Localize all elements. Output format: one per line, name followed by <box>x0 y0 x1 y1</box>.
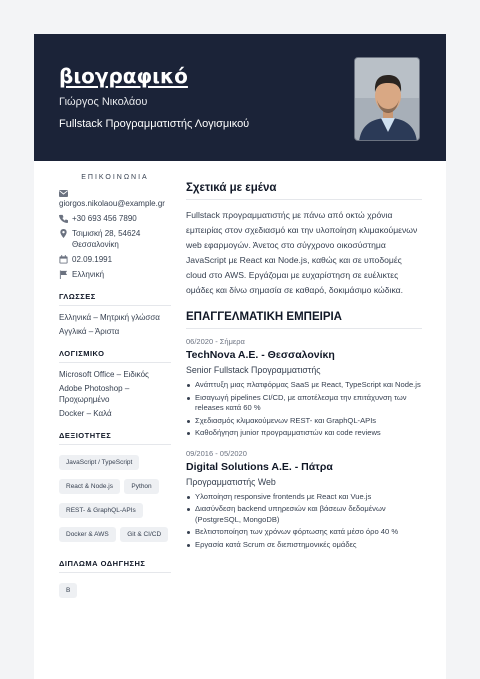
person-name: Γιώργος Νικολάου <box>59 96 148 108</box>
skill-tag: Docker & AWS <box>59 527 116 542</box>
email-icon <box>59 190 68 197</box>
skill-tags <box>59 451 171 547</box>
language-item: Ελληνικά – Μητρική γλώσσα <box>59 313 160 322</box>
sidebar <box>59 174 171 603</box>
skills-heading: ΔΕΞΙΟΤΗΤΕΣ <box>59 431 171 445</box>
nationality-row <box>59 269 171 280</box>
about-heading: Σχετικά με εμένα <box>186 182 422 200</box>
birthdate-row <box>59 254 171 265</box>
software-item: Microsoft Office – Ειδικός <box>59 370 149 379</box>
job-bullets <box>186 492 422 551</box>
language-item: Αγγλικά – Άριστα <box>59 327 120 336</box>
skill-tag: REST- & GraphQL-APIs <box>59 503 143 518</box>
calendar-icon <box>59 255 68 264</box>
resume-page <box>34 34 446 679</box>
main-content <box>186 182 422 560</box>
job-bullets <box>186 380 422 439</box>
resume-header <box>34 34 446 161</box>
profile-photo <box>354 57 420 141</box>
job-company: TechNova A.E. - Θεσσαλονίκη <box>186 349 335 361</box>
license-heading: ΔΙΠΛΩΜΑ ΟΔΗΓΗΣΗΣ <box>59 559 171 573</box>
birthdate-text: 02.09.1991 <box>72 255 113 264</box>
email-link[interactable]: giorgos.nikolaou@example.gr <box>59 199 165 208</box>
person-role: Fullstack Προγραμματιστής Λογισμικού <box>59 118 250 130</box>
experience-heading: ΕΠΑΓΓΕΛΜΑΤΙΚΗ ΕΜΠΕΙΡΙΑ <box>186 311 422 329</box>
job-bullet: Σχεδιασμός κλιμακούμενων REST- και GraphQL-APIs <box>186 416 422 427</box>
job-role: Senior Fullstack Προγραμματιστής <box>186 365 321 375</box>
phone-number[interactable]: +30 693 456 7890 <box>72 214 137 223</box>
software-item: Adobe Photoshop – Προχωρημένο <box>59 384 130 404</box>
job-bullet: Διασύνδεση backend υπηρεσιών και βάσεων δεδομένων (PostgreSQL, MongoDB) <box>186 504 422 525</box>
job-entry <box>186 449 422 551</box>
job-bullet: Εργασία κατά Scrum σε διεπιστημονικές ομάδες <box>186 540 422 551</box>
job-bullet: Ανάπτυξη μιας πλατφόρμας SaaS με React, TypeScript και Node.js <box>186 380 422 391</box>
phone-row <box>59 213 171 224</box>
skill-tag: Python <box>124 479 158 494</box>
job-dates: 06/2020 - Σήμερα <box>186 337 245 346</box>
location-pin-icon <box>59 229 68 238</box>
skill-tag: React & Node.js <box>59 479 120 494</box>
skill-tag: JavaScript / TypeScript <box>59 455 139 470</box>
resume-title: βιογραφικό <box>59 64 188 88</box>
job-bullet: Υλοποίηση responsive frontends με React και Vue.js <box>186 492 422 503</box>
job-dates: 09/2016 - 05/2020 <box>186 448 247 458</box>
address-text: Τσιμισκή 28, 54624 Θεσσαλονίκη <box>72 229 141 249</box>
job-entry <box>186 337 422 439</box>
about-text: Fullstack προγραμματιστής με πάνω από οκτώ χρόνια εμπειρίας στον σχεδιασμό και την υλοποίηση κλιμακούμενων web εφαρμογών. Άνετος στο σύγχρονο οικοσύστημα JavaScript με React και Node.js, καθώς και σε υποδομές cloud στο AWS. Εργάζομαι με ευχαρίστηση σε ευέλικτες ομάδες και δίνω σημασία σε καθαρό, δοκιμάσιμο κώδικα. <box>186 210 418 295</box>
license-tag: B <box>59 583 77 598</box>
job-bullet: Καθοδήγηση junior προγραμματιστών και code reviews <box>186 428 422 439</box>
languages-heading: ΓΛΩΣΣΕΣ <box>59 292 171 306</box>
contact-heading: ΕΠΙΚΟΙΝΩΝΙΑ <box>81 174 149 181</box>
job-bullet: Εισαγωγή pipelines CI/CD, με αποτέλεσμα την επιτάχυνση των releases κατά 60 % <box>186 393 422 414</box>
job-role: Προγραμματιστής Web <box>186 476 276 487</box>
flag-icon <box>59 270 68 279</box>
software-heading: ΛΟΓΙΣΜΙΚΟ <box>59 349 171 363</box>
job-bullet: Βελτιστοποίηση των χρόνων φόρτωσης κατά μέσο όρο 40 % <box>186 527 422 538</box>
software-item: Docker – Καλά <box>59 409 112 418</box>
job-company: Digital Solutions A.E. - Πάτρα <box>186 460 333 473</box>
address-row <box>59 228 171 250</box>
nationality-text: Ελληνική <box>72 270 105 279</box>
skill-tag: Git & CI/CD <box>120 527 168 542</box>
phone-icon <box>59 214 68 223</box>
